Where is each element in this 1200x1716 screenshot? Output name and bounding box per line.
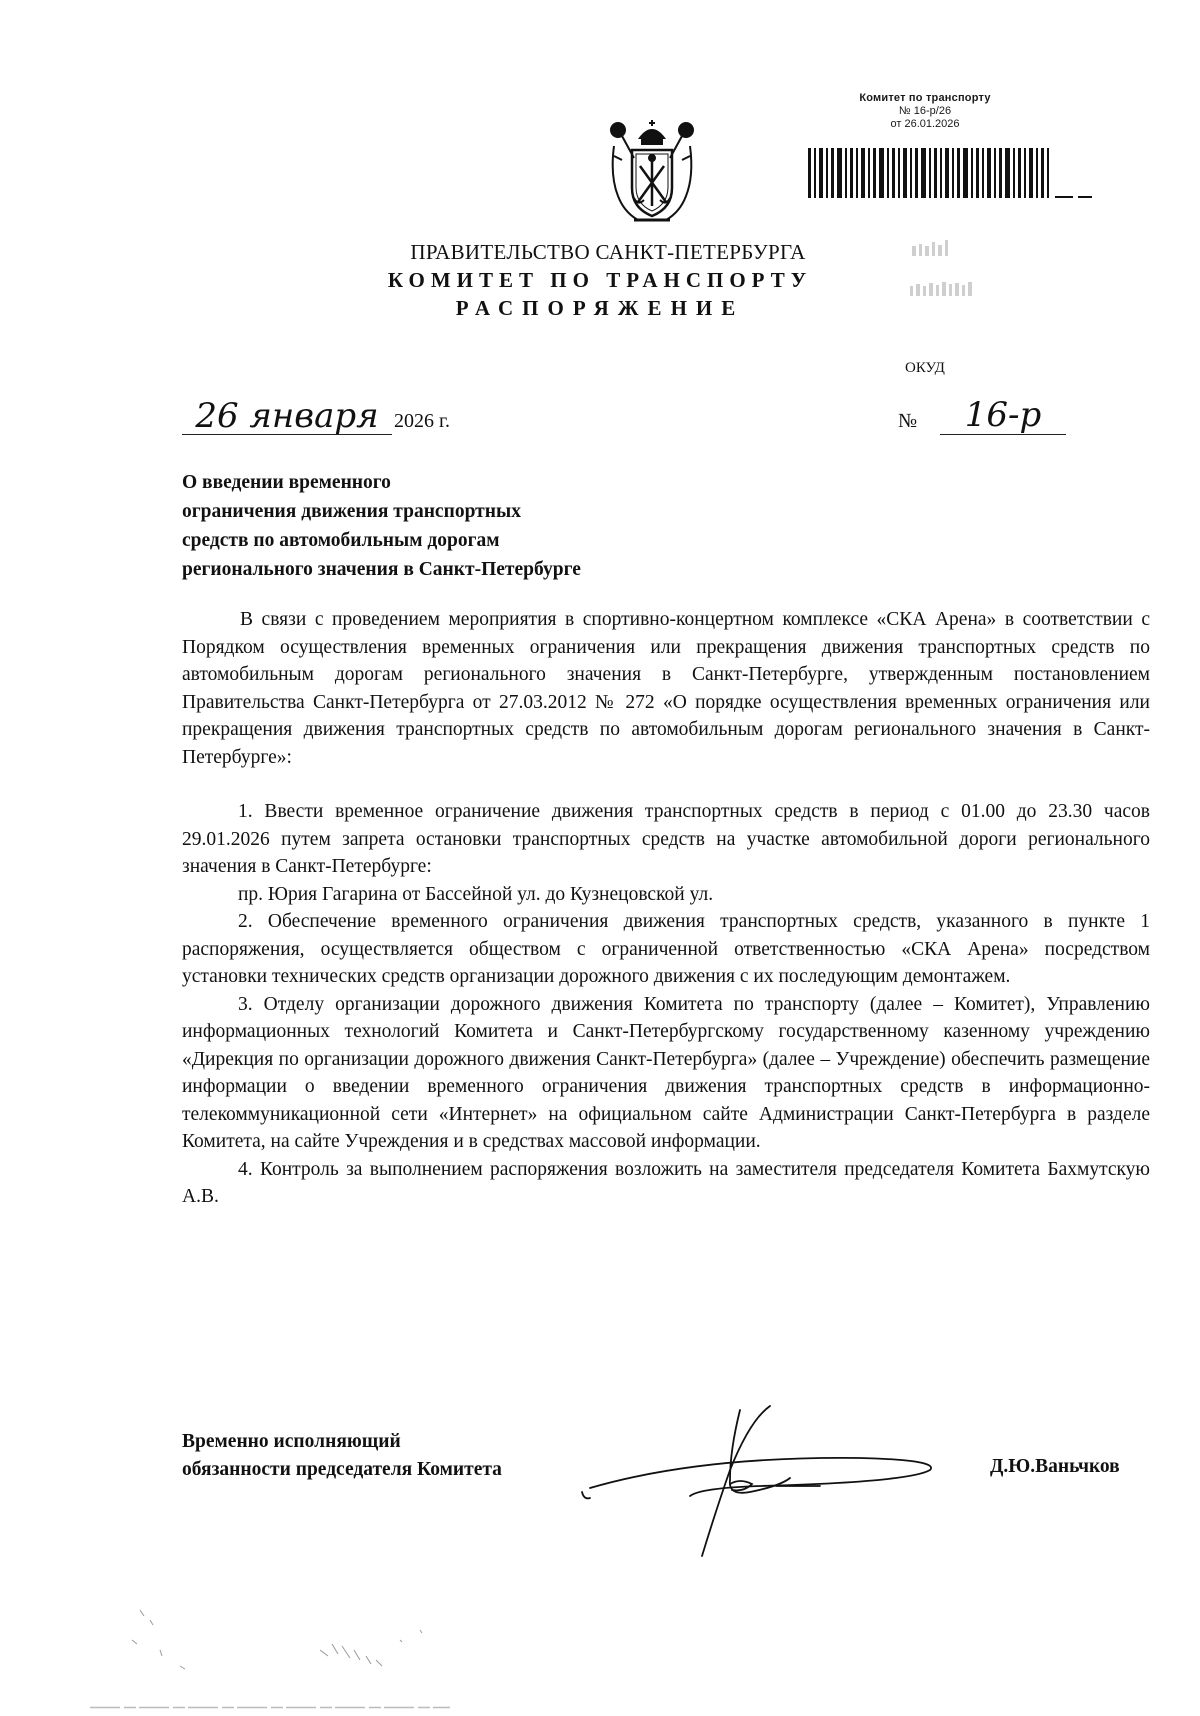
- date-year: 2026 г.: [394, 410, 450, 432]
- government-title: ПРАВИТЕЛЬСТВО САНКТ-ПЕТЕРБУРГА: [410, 240, 806, 264]
- clause-2: 2. Обеспечение временного ограничения движения транспортных средств, указанного в пункте 1 распоряжения, осуществляется обществом с ограниченной ответственностью «СКА Арена» посредством установки технических средств организации дорожного движения с их последующим демонтажем.: [182, 911, 1150, 987]
- preamble-paragraph: В связи с проведением мероприятия в спортивно-концертном комплексе «СКА Арена» в соответствии с Порядком осуществления временных ограничения или прекращения движения транспортных средств по автомобильным дорогам регионального значения в Санкт-Петербурге, утвержденным постановлением Правительства Санкт-Петербурга от 27.03.2012 № 272 «О порядке осуществления временных ограничения или прекращения движения транспортных средств по автомобильным дорогам регионального значения в Санкт-Петербурге»:: [182, 609, 1150, 768]
- signatory-name: Д.Ю.Ваньчков: [990, 1456, 1120, 1477]
- coat-of-arms-icon: [604, 116, 700, 228]
- document-type-heading: [0, 296, 1200, 321]
- subject-line: ограничения движения транспортных: [182, 501, 521, 522]
- stamp-number: № 16-р/26: [898, 105, 952, 117]
- stamp-committee: Комитет по транспорту: [859, 92, 991, 104]
- subject-line: регионального значения в Санкт-Петербурге: [182, 559, 581, 580]
- stamp-date: от 26.01.2026: [890, 118, 960, 130]
- committee-title: КОМИТЕТ ПО ТРАНСПОРТУ: [387, 268, 813, 292]
- scan-bleed-mark: [910, 236, 1010, 316]
- clause-4: 4. Контроль за выполнением распоряжения возложить на заместителя председателя Комитета Бахмутскую А.В.: [182, 1158, 1150, 1207]
- handwritten-document-number: 16-р: [940, 396, 1066, 435]
- signatory-position: [182, 1428, 502, 1484]
- document-body: [182, 606, 1150, 1211]
- okud-label: ОКУД: [905, 360, 945, 376]
- clause-1-address: пр. Юрия Гагарина от Бассейной ул. до Кузнецовской ул.: [238, 883, 714, 905]
- handwritten-signature: [580, 1400, 960, 1560]
- barcode: [808, 140, 1098, 204]
- document-subject: [182, 468, 782, 584]
- scan-edge-line: [90, 1706, 450, 1709]
- position-line: обязанности председателя Комитета: [182, 1459, 502, 1480]
- handwritten-date: 26 января: [182, 398, 392, 435]
- scan-noise-mark: [120, 1600, 460, 1680]
- document-number-label: №: [898, 410, 918, 432]
- clause-1: 1. Ввести временное ограничение движения транспортных средств в период с 01.00 до 23.30 часов 29.01.2026 путем запрета остановки транспортных средств на участке автомобильной дороги регионального значения в Санкт-Петербурге:: [182, 801, 1150, 877]
- registration-stamp: [800, 92, 1050, 131]
- document-type: РАСПОРЯЖЕНИЕ: [455, 296, 745, 320]
- position-line: Временно исполняющий: [182, 1431, 401, 1452]
- subject-line: средств по автомобильным дорогам: [182, 530, 500, 551]
- subject-line: О введении временного: [182, 472, 391, 493]
- committee-heading: [0, 268, 1200, 293]
- clause-3: 3. Отделу организации дорожного движения Комитета по транспорту (далее – Комитет), Управлению информационных технологий Комитета и Санкт-Петербургскому государственному казенному учреждению «Дирекция по организации дорожного движения Санкт-Петербурга» (далее – Учреждение) обеспечить размещение информации о введении временного ограничения движения транспортных средств в информационно-телекоммуникационной сети «Интернет» на официальном сайте Администрации Санкт-Петербурга в разделе Комитета, на сайте Учреждения и в средствах массовой информации.: [182, 993, 1150, 1152]
- government-heading: [0, 240, 1200, 265]
- paragraph-gap: [182, 771, 1150, 798]
